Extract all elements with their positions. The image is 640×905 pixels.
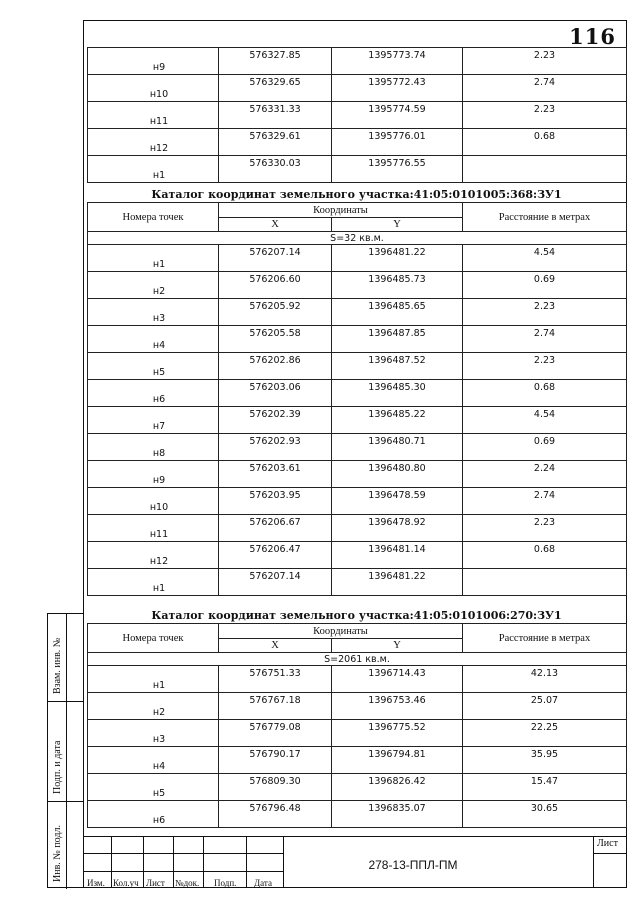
y-coord-cell: 1396478.59 <box>332 488 463 515</box>
table-row <box>88 129 627 156</box>
table-row <box>88 774 627 801</box>
y-coord-cell: 1396753.46 <box>332 693 463 720</box>
x-coord-cell: 576206.67 <box>219 515 332 542</box>
table-row <box>88 515 627 542</box>
distance-cell: 4.54 <box>463 407 627 434</box>
point-number-cell: н7 <box>88 407 219 434</box>
y-coord-cell: 1396794.81 <box>332 747 463 774</box>
distance-cell: 0.68 <box>463 129 627 156</box>
table-row <box>88 75 627 102</box>
table-row <box>88 720 627 747</box>
table-row <box>88 156 627 183</box>
x-coord-cell: 576809.30 <box>219 774 332 801</box>
table-row <box>88 48 627 75</box>
catalog-title-368: Каталог координат земельного участка:41:05:0101005:368:ЗУ1 <box>151 188 562 201</box>
coords-table-continued <box>87 47 627 183</box>
y-coord-cell: 1396478.92 <box>332 515 463 542</box>
col-header-coords: Координаты <box>219 624 463 639</box>
table-row <box>88 666 627 693</box>
x-coord-cell: 576203.95 <box>219 488 332 515</box>
x-coord-cell: 576331.33 <box>219 102 332 129</box>
y-coord-cell: 1395773.74 <box>332 48 463 75</box>
x-coord-cell: 576790.17 <box>219 747 332 774</box>
x-coord-cell: 576202.86 <box>219 353 332 380</box>
sidebar-label-inv: Инв. № подл. <box>52 825 63 882</box>
stamp-label-data: Дата <box>254 878 272 888</box>
point-number-cell: н12 <box>88 542 219 569</box>
stamp-label-podp: Подп. <box>214 878 237 888</box>
col-header-x: X <box>219 218 332 232</box>
distance-cell: 2.74 <box>463 75 627 102</box>
x-coord-cell: 576206.60 <box>219 272 332 299</box>
table-row <box>88 102 627 129</box>
y-coord-cell: 1396835.07 <box>332 801 463 828</box>
col-header-distance: Расстояние в метрах <box>463 203 627 232</box>
distance-cell: 2.24 <box>463 461 627 488</box>
x-coord-cell: 576767.18 <box>219 693 332 720</box>
point-number-cell: н11 <box>88 515 219 542</box>
x-coord-cell: 576202.39 <box>219 407 332 434</box>
catalog-header-270 <box>87 623 627 666</box>
x-coord-cell: 576203.61 <box>219 461 332 488</box>
col-header-points: Номера точек <box>88 624 219 653</box>
x-coord-cell: 576205.92 <box>219 299 332 326</box>
y-coord-cell: 1395772.43 <box>332 75 463 102</box>
col-header-points: Номера точек <box>88 203 219 232</box>
catalog-header-368 <box>87 202 627 245</box>
distance-cell: 0.69 <box>463 272 627 299</box>
x-coord-cell: 576327.85 <box>219 48 332 75</box>
table-row <box>88 747 627 774</box>
point-number-cell: н4 <box>88 747 219 774</box>
col-header-coords: Координаты <box>219 203 463 218</box>
point-number-cell: н9 <box>88 48 219 75</box>
table-row <box>88 434 627 461</box>
table-row <box>88 569 627 596</box>
table-row <box>88 299 627 326</box>
x-coord-cell: 576207.14 <box>219 245 332 272</box>
sheet-label: Лист <box>597 838 618 849</box>
stamp-label-list: Лист <box>146 878 165 888</box>
y-coord-cell: 1396826.42 <box>332 774 463 801</box>
col-header-y: Y <box>332 639 463 653</box>
y-coord-cell: 1396487.85 <box>332 326 463 353</box>
point-number-cell: н10 <box>88 488 219 515</box>
y-coord-cell: 1396480.80 <box>332 461 463 488</box>
x-coord-cell: 576202.93 <box>219 434 332 461</box>
point-number-cell: н8 <box>88 434 219 461</box>
distance-cell: 42.13 <box>463 666 627 693</box>
point-number-cell: н10 <box>88 75 219 102</box>
stamp-label-ndok: №док. <box>175 878 200 888</box>
coords-table-368 <box>87 244 627 596</box>
coords-table-270 <box>87 665 627 828</box>
x-coord-cell: 576330.03 <box>219 156 332 183</box>
table-row <box>88 272 627 299</box>
sidebar-label-vzam: Взам. инв. № <box>52 637 63 694</box>
x-coord-cell: 576203.06 <box>219 380 332 407</box>
table-row <box>88 326 627 353</box>
y-coord-cell: 1396481.22 <box>332 245 463 272</box>
stamp-label-kol: Кол.уч <box>113 878 139 888</box>
stamp-label-izm: Изм. <box>87 878 105 888</box>
point-number-cell: н2 <box>88 272 219 299</box>
x-coord-cell: 576207.14 <box>219 569 332 596</box>
point-number-cell: н1 <box>88 245 219 272</box>
distance-cell: 25.07 <box>463 693 627 720</box>
y-coord-cell: 1396714.43 <box>332 666 463 693</box>
distance-cell <box>463 156 627 183</box>
y-coord-cell: 1395776.01 <box>332 129 463 156</box>
point-number-cell: н3 <box>88 720 219 747</box>
distance-cell: 2.74 <box>463 326 627 353</box>
distance-cell: 2.23 <box>463 48 627 75</box>
y-coord-cell: 1396485.30 <box>332 380 463 407</box>
distance-cell: 2.23 <box>463 299 627 326</box>
point-number-cell: н9 <box>88 461 219 488</box>
y-coord-cell: 1396775.52 <box>332 720 463 747</box>
x-coord-cell: 576206.47 <box>219 542 332 569</box>
y-coord-cell: 1396485.73 <box>332 272 463 299</box>
x-coord-cell: 576205.58 <box>219 326 332 353</box>
table-row <box>88 461 627 488</box>
table-row <box>88 245 627 272</box>
distance-cell: 2.23 <box>463 515 627 542</box>
title-block <box>83 836 627 888</box>
table-row <box>88 542 627 569</box>
page-number: 116 <box>569 24 616 49</box>
distance-cell: 2.23 <box>463 353 627 380</box>
table-row <box>88 801 627 828</box>
col-header-distance: Расстояние в метрах <box>463 624 627 653</box>
point-number-cell: н5 <box>88 774 219 801</box>
point-number-cell: н12 <box>88 129 219 156</box>
table-row <box>88 488 627 515</box>
table-row <box>88 407 627 434</box>
x-coord-cell: 576751.33 <box>219 666 332 693</box>
distance-cell: 0.69 <box>463 434 627 461</box>
point-number-cell: н1 <box>88 569 219 596</box>
area-label: S=2061 кв.м. <box>88 653 627 666</box>
distance-cell: 15.47 <box>463 774 627 801</box>
y-coord-cell: 1396485.65 <box>332 299 463 326</box>
point-number-cell: н11 <box>88 102 219 129</box>
y-coord-cell: 1396480.71 <box>332 434 463 461</box>
point-number-cell: н6 <box>88 801 219 828</box>
point-number-cell: н4 <box>88 326 219 353</box>
distance-cell: 2.23 <box>463 102 627 129</box>
distance-cell: 35.95 <box>463 747 627 774</box>
point-number-cell: н2 <box>88 693 219 720</box>
point-number-cell: н1 <box>88 666 219 693</box>
point-number-cell: н1 <box>88 156 219 183</box>
point-number-cell: н5 <box>88 353 219 380</box>
col-header-y: Y <box>332 218 463 232</box>
table-row <box>88 380 627 407</box>
distance-cell: 0.68 <box>463 542 627 569</box>
document-code: 278-13-ППЛ-ПМ <box>368 858 458 872</box>
point-number-cell: н6 <box>88 380 219 407</box>
binding-strip <box>47 613 83 888</box>
distance-cell <box>463 569 627 596</box>
sidebar-divider <box>66 614 67 889</box>
y-coord-cell: 1395774.59 <box>332 102 463 129</box>
y-coord-cell: 1396485.22 <box>332 407 463 434</box>
x-coord-cell: 576329.65 <box>219 75 332 102</box>
area-label: S=32 кв.м. <box>88 232 627 245</box>
sidebar-label-podp: Подп. и дата <box>52 740 63 794</box>
distance-cell: 30.65 <box>463 801 627 828</box>
distance-cell: 2.74 <box>463 488 627 515</box>
x-coord-cell: 576329.61 <box>219 129 332 156</box>
point-number-cell: н3 <box>88 299 219 326</box>
table-row <box>88 353 627 380</box>
catalog-title-270: Каталог координат земельного участка:41:05:0101006:270:ЗУ1 <box>151 609 562 622</box>
x-coord-cell: 576779.08 <box>219 720 332 747</box>
distance-cell: 4.54 <box>463 245 627 272</box>
distance-cell: 22.25 <box>463 720 627 747</box>
y-coord-cell: 1396481.14 <box>332 542 463 569</box>
y-coord-cell: 1395776.55 <box>332 156 463 183</box>
distance-cell: 0.68 <box>463 380 627 407</box>
y-coord-cell: 1396487.52 <box>332 353 463 380</box>
y-coord-cell: 1396481.22 <box>332 569 463 596</box>
x-coord-cell: 576796.48 <box>219 801 332 828</box>
col-header-x: X <box>219 639 332 653</box>
table-row <box>88 693 627 720</box>
